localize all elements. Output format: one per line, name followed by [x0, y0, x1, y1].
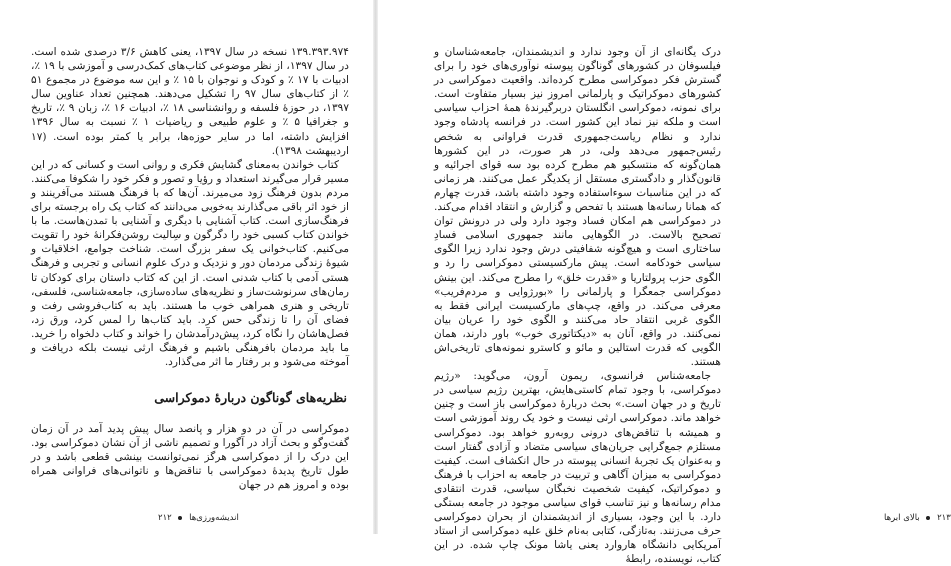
left-page-footer	[158, 513, 239, 523]
right-running-title: بالای ابرها	[884, 513, 920, 523]
left-paragraph-1: ۱۳۹.۳۹۳.۹۷۴ نسخه در سال ۱۳۹۷، یعنی کاهش ۳/۶ درصدی شده است. در سال ۱۳۹۷، از نظر موضوعی کتاب‌های کمک‌درسی و آموزشی با ۱۹ ٪، ادبیات با ۱۷ ٪ و کودک و نوجوان با ۱۵ ٪ و این سه موضوع در مجموع ۵۱ ٪ از کتاب‌های سال ۹۷ را تشکیل می‌دهند. همچنین تعداد عناوین سال ۱۳۹۷، در حوزهٔ فلسفه و روانشناسی ۱۸ ٪، ادبیات ۱۶ ٪، زبان ۹ ٪، تاریخ و جغرافیا ۵ ٪ و علوم طبیعی و ریاضیات ۱ ٪ نسبت به سال ۱۳۹۶ افزایش داشته، اما در سایر حوزه‌ها، برابر یا کمتر بوده است. (۱۷ اردیبهشت ۱۳۹۸).	[31, 46, 350, 157]
left-paragraph-2: کتاب خواندن به‌معنای گشایش فکری و روانی است و کسانی که در این مسیر قرار می‌گیرند استعداد و رؤیا و تصور و فکر خود را شکوفا می‌کنند. مردم بدون فرهنگ زود می‌میرند. آن‌ها که با فرهنگ هستند می‌آفرینند و از خود اثر باقی می‌گذارند به‌خوبی می‌دانند که کتاب یک راه برجسته برای فرهنگ‌سازی است. کتاب آشنایی با دیگری و آشنایی با تمدن‌هاست. ما با خواندن کتاب کسبی خود را دگرگون و سِالیت روشن‌فکرانهٔ خود را تقویت می‌کنیم. کتاب‌خوانی یک سفر بزرگ است. شناخت جوامع، اخلاقیات و شیوهٔ زندگی مردمان دور و نزدیک و درک علوم انسانی و تجربی و فرهنگ هستی آدمی با کتاب شدنی است. از این که کتاب داستان برای کودکان تا رمان‌های سرنوشت‌ساز و نظریه‌های ساده‌سازی، جامعه‌شناسی، فلسفی، تاریخی و هنری همراهی خوب ما هستند. باید به کتاب‌فروشی رفت و فضای آن را تا زندگی حس کرد. باید کتاب‌ها را لمس کرد، ورق زد، فصل‌هاشان را نگاه کرد، پیش‌درآمدشان را خواند و کتاب دلخواه را خرید. ما باید مردمان بافرهنگی باشیم و فرهنگ ارثی نیست بلکه دریافت و آموخته می‌شود و بر رفتار ما اثر می‌گذارد.	[31, 158, 349, 369]
left-running-title: اندیشه‌ورزی‌ها	[189, 513, 239, 523]
right-paragraph-1: درک یگانه‌ای از آن وجود ندارد و اندیشمندان، جامعه‌شناسان و فیلسوفان در کشورهای گوناگون پیوسته نوآوری‌های خود را برای گسترش فکر دموکراسی مطرح کرده‌اند. واقعیت دموکراسی در کشورهای دموکراتیک و پارلمانی امروز نیز بسیار متفاوت است. برای نمونه، دموکراسی انگلستان دربرگیرندهٔ همهٔ احزاب سیاسی است و ملکه نیز نماد این کشور است. در فرانسه پادشاه وجود ندارد و نظام ریاست‌جمهوری قدرت فراوانی به شخص رئیس‌جمهور می‌دهد ولی، در هر صورت، در این کشورها همان‌گونه که منتسکیو هم مطرح کرده بود سه قوای اجرائیه و قانون‌گذار و دادگستری مستقل از یکدیگر عمل می‌کنند. هر زمانی که در این مناسبات سوءاستفاده وجود داشته باشد، قدرت چهارم که همانا رسانه‌ها هستند با تفحص و گزارش و انتقاد اقدام می‌کند. در دموکراسی هم امکان فساد وجود دارد ولی در درونش توان تصحیح بالاست. در الگوهایی مانند جمهوری اسلامی فسادِ ساختاری است و هیچ‌گونه شفافیتی درش وجود ندارد زیرا الگوی سیاسی خودکامه است. پیش‌ مارکسیستی دموکراسی را رد و الگوی حزب پرولتاریا و «قدرت خلق» را مطرح می‌کند. این بینش دموکراسی جمعگرا و پارلمانی را «بورژوایی و مردم‌فریب» معرفی می‌کند. در واقع، چپ‌های مارکسیست ایرانی فقط به الگوی غربی انتقاد حاد می‌کنند و الگوی خود را عریان بیان نمی‌کنند. در واقع، آنان به «دیکتاتوری خوب» باور دارند، همان الگویی که قدرت استالین و مائو و کاسترو نمونه‌های تاریخی‌اش هستند.	[434, 46, 721, 369]
footer-bullet-icon	[926, 516, 930, 520]
left-page	[0, 0, 375, 534]
right-paragraph-2: جامعه‌شناس فرانسوی، ریمون آرون، می‌گوید: «رژیم دموکراسی، با وجود تمام کاستی‌هایش، بهترین رژیم سیاسی در تاریخ و در جهان است.» بحث دربارهٔ دموکراسی باز است و چنین خواهد ماند. دموکراسی ارثی نیست و خود یک روند آموزشی است و همیشه با تناقض‌های درونی روبه‌رو خواهد بود. دموکراسی مستلزم جمع‌گرایی جریان‌های سیاسی متضاد و آزادی گفتار است و به‌عنوان یک تجربهٔ انسانی پیوسته در حال انکشاف است. کیفیت دموکراسی به میزان آگاهی و تربیت در جامعه به احزاب با فرهنگ و دموکراتیک، کیفیت شخصیت نخبگان سیاسی، قدرت انتقادی مدام رسانه‌ها و نیز تناسب قوای سیاسی موجود در جامعه بستگی دارد. با این وجود، بسیاری از اندیشمندان از بحران دموکراسی حرف می‌زنند. به‌تازگی، کتابی به‌نام خلق علیه دموکراسی از استاد آمریکایی دانشگاه هاروارد یعنی یاشا مونک چاپ شده. در این کتاب، نویسنده، رابطهٔ	[434, 370, 722, 566]
left-page-number: ۲۱۲	[158, 513, 172, 523]
section-heading: نظریه‌های گوناگون دربارهٔ دموکراسی	[154, 390, 347, 405]
left-section-paragraph: دموکراسی در آن در دو هزار و پانصد سال پیش پدید آمد در آن زمان گفت‌وگو و بحث آزاد در آگورا و تصمیم ناشی از آن نشان دموکراسی بود. این درک را از دموکراسی هرگز نمی‌توانست بینشی قطعی باشد و در طول تاریخ پدیدهٔ دموکراسی با تناقض‌ها و ناتوانی‌های فراوانی همراه بوده و امروز هم در جهان	[31, 423, 349, 492]
right-page-number: ۲۱۳	[937, 513, 951, 523]
right-page-footer	[884, 513, 951, 523]
footer-bullet-icon	[178, 516, 182, 520]
left-section-body	[31, 422, 349, 492]
right-page	[376, 0, 951, 566]
right-page-body	[434, 45, 721, 566]
left-page-body	[31, 45, 349, 369]
